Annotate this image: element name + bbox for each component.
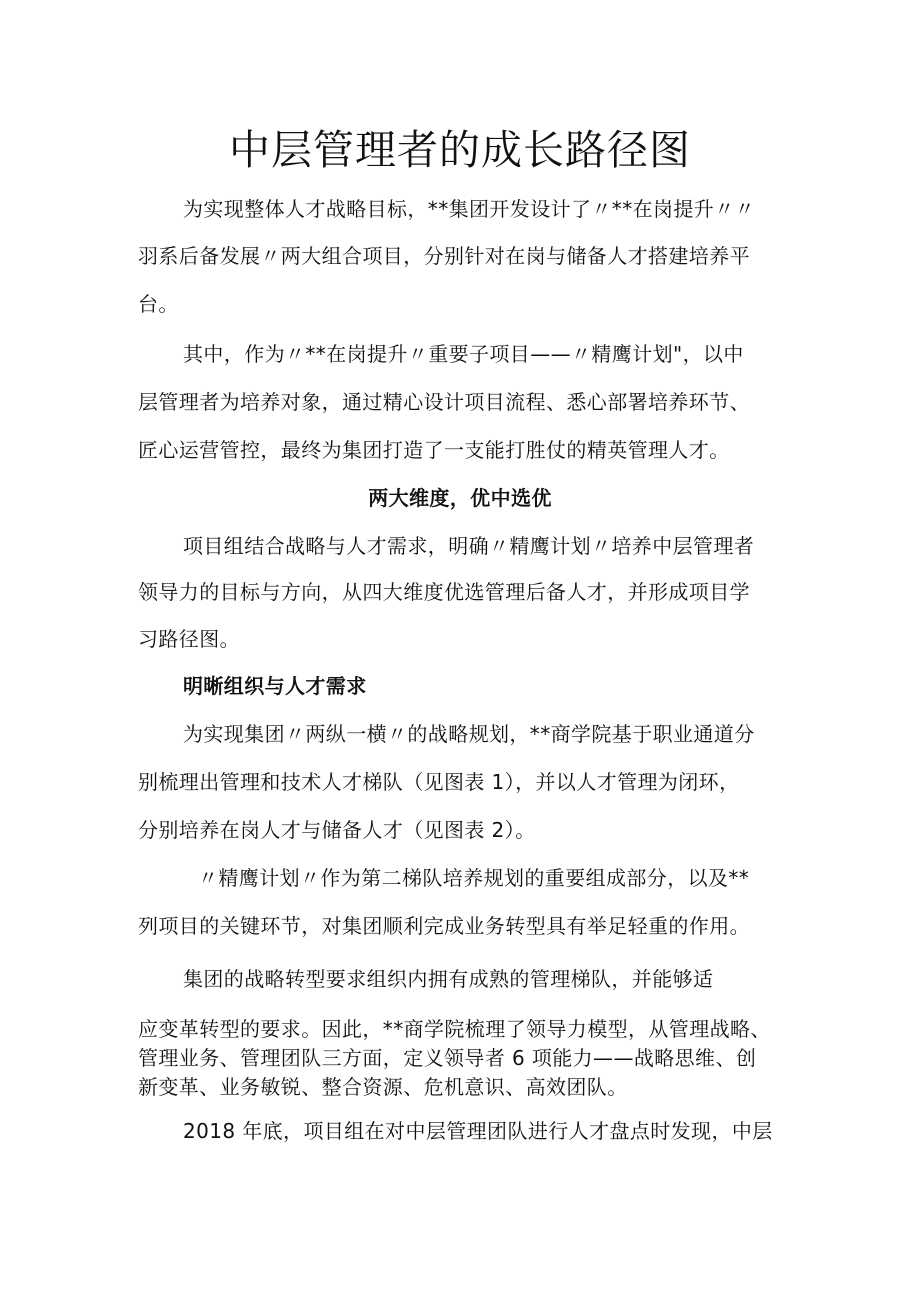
section-heading: 两大维度，优中选优 <box>368 486 552 510</box>
paragraph-line: 其中，作为〃**在岗提升〃重要子项目——〃精鹰计划"，以中 <box>183 342 744 366</box>
paragraph-line: 习路径图。 <box>138 627 240 651</box>
paragraph-line: 别梳理出管理和技术人才梯队（见图表 1），并以人才管理为闭环， <box>138 770 740 794</box>
paragraph-line: 台。 <box>138 292 179 316</box>
paragraph-line: 管理业务、管理团队三方面，定义领导者 6 项能力——战略思维、创 <box>138 1046 757 1070</box>
paragraph-line: 集团的战略转型要求组织内拥有成熟的管理梯队，并能够适 <box>183 967 714 991</box>
paragraph-line: 分别培养在岗人才与储备人才（见图表 2）。 <box>138 818 536 842</box>
paragraph-line: 应变革转型的要求。因此，**商学院梳理了领导力模型，从管理战略、 <box>138 1017 771 1041</box>
paragraph-line: 羽系后备发展〃两大组合项目，分别针对在岗与储备人才搭建培养平 <box>138 244 750 268</box>
paragraph-line: 新变革、业务敏锐、整合资源、危机意识、高效团队。 <box>138 1075 628 1099</box>
paragraph-line: 领导力的目标与方向，从四大维度优选管理后备人才，并形成项目学 <box>138 580 750 604</box>
paragraph-line: 项目组结合战略与人才需求，明确〃精鹰计划〃培养中层管理者 <box>183 534 755 558</box>
paragraph-line: 2018 年底，项目组在对中层管理团队进行人才盘点时发现，中层 <box>183 1119 773 1143</box>
paragraph-line: 〃精鹰计划〃作为第二梯队培养规划的重要组成部分，以及** <box>198 866 750 890</box>
paragraph-line: 匠心运营管控，最终为集团打造了一支能打胜仗的精英管理人才。 <box>138 438 730 462</box>
paragraph-line: 层管理者为培养对象，通过精心设计项目流程、悉心部署培养环节、 <box>138 390 750 414</box>
document-title: 中层管理者的成长路径图 <box>229 126 691 174</box>
paragraph-line: 列项目的关键环节，对集团顺利完成业务转型具有举足轻重的作用。 <box>138 914 750 938</box>
subheading: 明晰组织与人才需求 <box>183 674 367 698</box>
paragraph-line: 为实现整体人才战略目标，**集团开发设计了〃**在岗提升〃〃 <box>183 197 755 221</box>
paragraph-line: 为实现集团〃两纵一横〃的战略规划，**商学院基于职业通道分 <box>183 722 755 746</box>
